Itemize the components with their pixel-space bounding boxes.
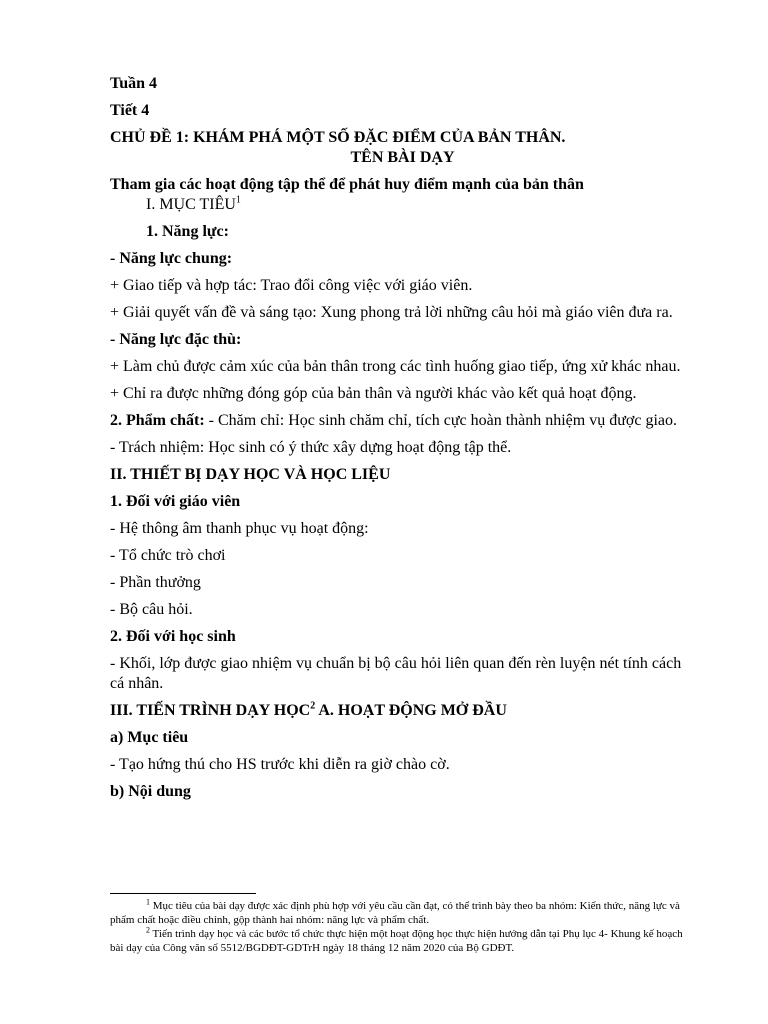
quality-text: - Chăm chỉ: Học sinh chăm chỉ, tích cực hoàn thành nhiệm vụ được giao. (204, 412, 678, 429)
section-process-heading (110, 701, 695, 721)
topic-heading: CHỦ ĐỀ 1: KHÁM PHÁ MỘT SỐ ĐẶC ĐIỂM CỦA BẢN THÂN. (110, 129, 566, 146)
student-heading: 2. Đối với học sinh (110, 628, 236, 645)
teacher-item: - Tổ chức trò chơi (110, 547, 226, 564)
document-body (110, 74, 695, 809)
footnote-text: Tiến trình dạy học và các bước tổ chức thực hiện một hoạt động học thực hiện hướng dẫn tại Phụ lục 4- Khung kế hoạch bài dạy của Công văn số 5512/BGDĐT-GDTrH ngày 18 tháng 12 năm 2020 của Bộ GDĐT. (110, 928, 683, 954)
section-process-text: III. TIẾN TRÌNH DẠY HỌC (110, 702, 311, 719)
specific-competence-item: + Chỉ ra được những đóng góp của bản thân và người khác vào kết quả hoạt động. (110, 385, 637, 402)
footnote-1 (110, 899, 695, 927)
opening-activity-heading: A. HOẠT ĐỘNG MỞ ĐẦU (315, 702, 507, 719)
responsibility-item: - Trách nhiệm: Học sinh có ý thức xây dựng hoạt động tập thể. (110, 439, 512, 456)
quality-paragraph (110, 411, 695, 431)
lesson-name-label: TÊN BÀI DẠY (350, 149, 455, 166)
general-competence-item: + Giải quyết vấn đề và sáng tạo: Xung phong trả lời những câu hỏi mà giáo viên đưa ra. (110, 304, 673, 321)
quality-label: 2. Phẩm chất: (110, 412, 205, 429)
week-label: Tuần 4 (110, 75, 157, 92)
teacher-item: - Bộ câu hỏi. (110, 601, 193, 618)
section-objectives-heading (110, 195, 695, 215)
general-competence-item: + Giao tiếp và hợp tác: Trao đổi công việc với giáo viên. (110, 277, 473, 294)
specific-competence-heading: - Năng lực đặc thù: (110, 331, 242, 348)
section-equipment-heading: II. THIẾT BỊ DẠY HỌC VÀ HỌC LIỆU (110, 466, 391, 483)
content-heading: b) Nội dung (110, 783, 191, 800)
footnotes (110, 893, 695, 955)
footnote-ref-1[interactable]: 1 (235, 194, 241, 206)
lesson-title: Tham gia các hoạt động tập thể để phát huy điểm mạnh của bản thân (110, 176, 584, 193)
footnote-text: Mục tiêu của bài dạy được xác định phù hợp với yêu cầu cần đạt, có thể trình bày theo ba nhóm: Kiến thức, năng lực và phẩm chất hoặc điều chỉnh, gộp thành hai nhóm: năng lực và phẩm chất. (110, 900, 680, 926)
footnote-2 (110, 927, 695, 955)
specific-competence-item: + Làm chủ được cảm xúc của bản thân trong các tình huống giao tiếp, ứng xử khác nhau. (110, 358, 681, 375)
student-text: - Khối, lớp được giao nhiệm vụ chuẩn bị bộ câu hỏi liên quan đến rèn luyện nét tính cách cá nhân. (110, 655, 682, 692)
objective-heading: a) Mục tiêu (110, 729, 189, 746)
footnote-ref-2[interactable]: 2 (310, 700, 316, 712)
competence-heading: 1. Năng lực: (146, 223, 229, 240)
teacher-item: - Hệ thông âm thanh phục vụ hoạt động: (110, 520, 369, 537)
section-objectives-text: I. MỤC TIÊU (146, 196, 236, 213)
period-label: Tiết 4 (110, 102, 150, 119)
teacher-item: - Phần thưởng (110, 574, 201, 591)
objective-text: - Tạo hứng thú cho HS trước khi diễn ra giờ chào cờ. (110, 756, 450, 773)
teacher-heading: 1. Đối với giáo viên (110, 493, 241, 510)
footnote-number: 2 (146, 925, 150, 935)
footnote-separator (110, 893, 256, 894)
general-competence-heading: - Năng lực chung: (110, 250, 233, 267)
footnote-number: 1 (146, 897, 150, 907)
